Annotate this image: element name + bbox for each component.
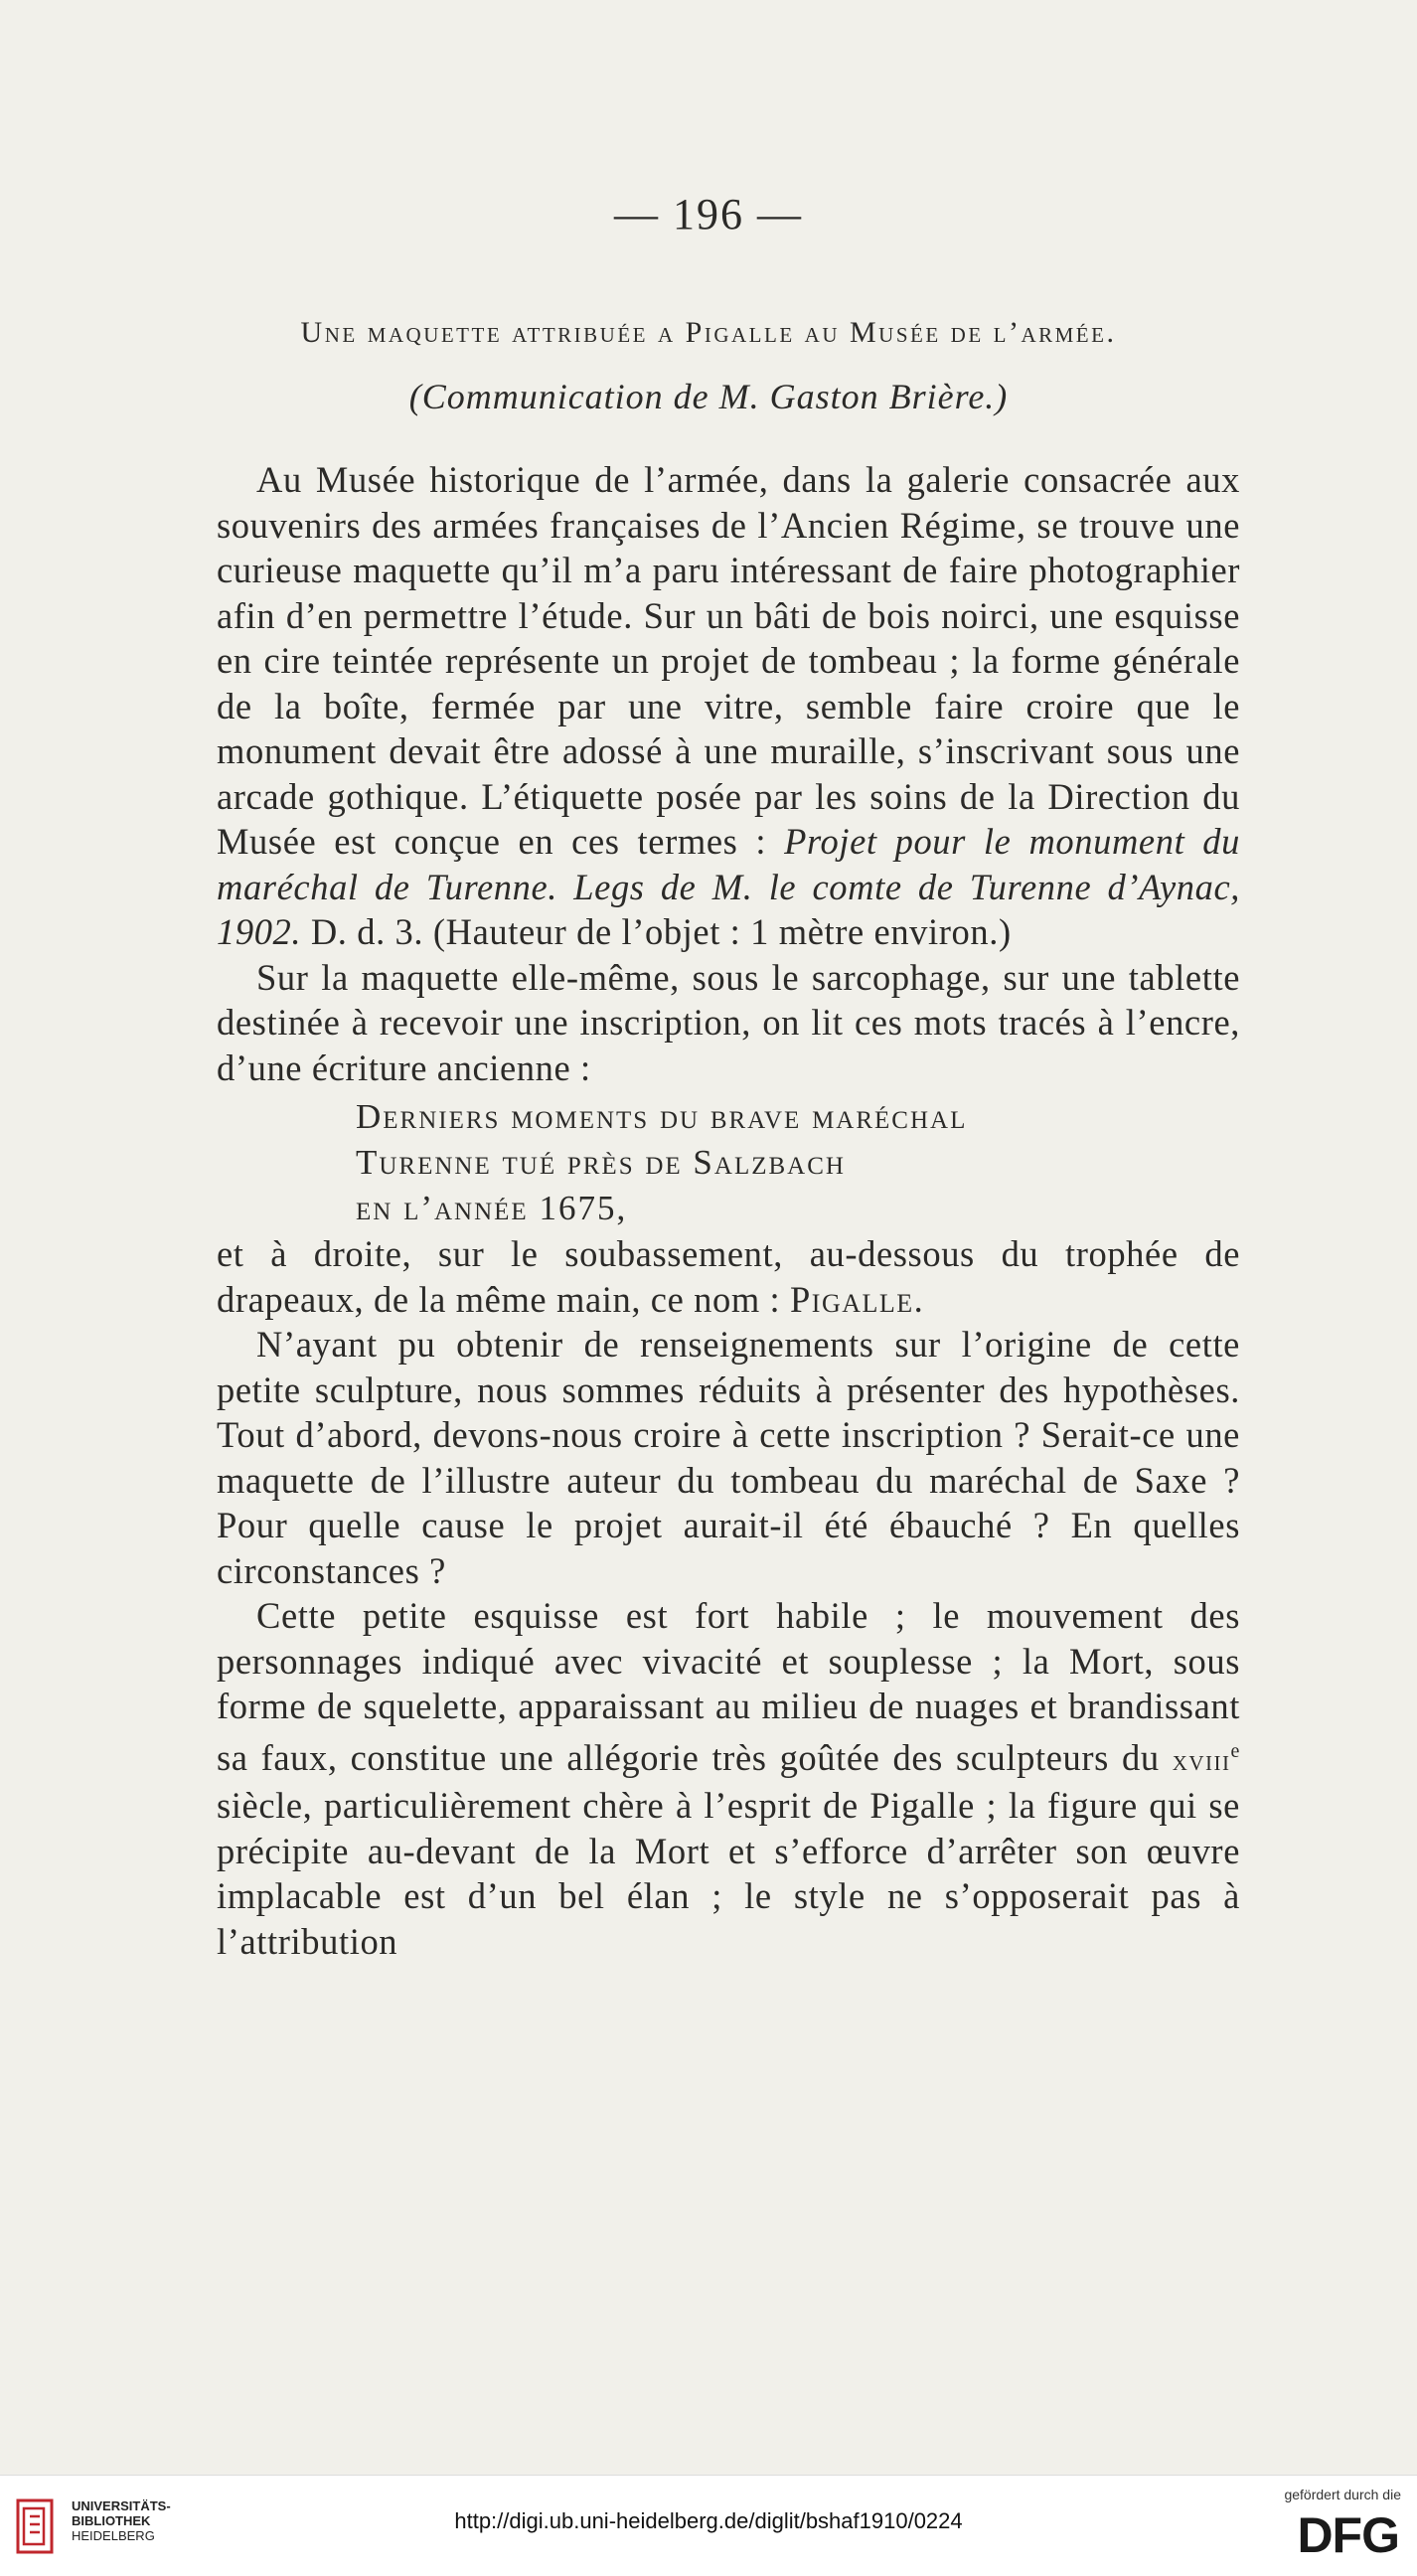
inscription-line: en l’année 1675,	[356, 1189, 628, 1227]
paragraph-2: Sur la maquette elle-même, sous le sarcophage, sur une tablette destinée à recevoir une inscription, on lit ces mots tracés à l’encre, d’une écriture ancienne :	[217, 956, 1240, 1088]
article-title: Une maquette attribuée a Pigalle au Musée de l’armée.	[300, 316, 1117, 349]
inscription-line: Turenne tué près de Salzbach	[356, 1143, 846, 1182]
paragraph-5-end: siècle, particulièrement chère à l’esprit de Pigalle ; la figure qui se précipite au-devant de la Mort et s’efforce d’arrêter son œuvre implacable est d’un bel élan ; le style ne s’opposerait pas à l’attribution	[217, 1785, 1240, 1962]
paragraph-5	[217, 1593, 1240, 1964]
inscription-block	[356, 1094, 1240, 1231]
dfg-logo[interactable]: DFG	[1297, 2507, 1399, 2563]
library-name-line: BIBLIOTHEK	[72, 2513, 151, 2528]
library-name-line: UNIVERSITÄTS-	[72, 2498, 171, 2513]
signature-name: Pigalle.	[790, 1278, 925, 1320]
paragraph-1	[217, 457, 1240, 955]
paragraph-3-text: et à droite, sur le soubassement, au-dessous du trophée de drapeaux, de la même main, ce nom :	[217, 1233, 1240, 1320]
page-number: — 196 —	[614, 190, 803, 239]
century-numeral: xviii	[1172, 1743, 1231, 1777]
library-name-line: HEIDELBERG	[72, 2528, 155, 2543]
article-body	[217, 457, 1240, 1964]
paragraph-3	[217, 1231, 1240, 1322]
sponsor-label: gefördert durch die	[1284, 2487, 1401, 2502]
label-quote: Projet pour le monument du maréchal de Turenne. Legs de M. le comte de Turenne d’Aynac, 1902.	[217, 821, 1240, 952]
paragraph-5-text: Cette petite esquisse est fort habile ; le mouvement des personnages indiqué avec vivacité et souplesse ; la Mort, sous forme de squelette, apparaissant au milieu de nuages et brandissant sa faux, constitue une allégorie très goûtée des sculpteurs du	[217, 1595, 1240, 1778]
paragraph-1-end: D. d. 3. (Hauteur de l’objet : 1 mètre environ.)	[301, 911, 1012, 952]
paragraph-1-text: Au Musée historique de l’armée, dans la galerie consacrée aux souvenirs des armées françaises de l’Ancien Régime, se trouve une curieuse maquette qu’il m’a paru intéressant de faire photographier afin d’en permettre l’étude. Sur un bâti de bois noirci, une esquisse en cire teintée représente un projet de tombeau ; la forme générale de la boîte, fermée par une vitre, semble faire croire que le monument devait être adossé à une muraille, s’inscrivant sous une arcade gothique. L’étiquette posée par les soins de la Direction du Musée est conçue en ces termes :	[217, 459, 1240, 862]
century-superscript: e	[1230, 1739, 1240, 1762]
inscription-line: Derniers moments du brave maréchal	[356, 1097, 968, 1136]
article-subtitle: (Communication de M. Gaston Brière.)	[408, 377, 1009, 416]
paragraph-4: N’ayant pu obtenir de renseignements sur l’origine de cette petite sculpture, nous sommes réduits à présenter des hypothèses. Tout d’abord, devons-nous croire à cette inscription ? Serait-ce une maquette de l’illustre auteur du tombeau du maréchal de Saxe ? Pour quelle cause le projet aurait-il été ébauché ? En quelles circonstances ?	[217, 1324, 1240, 1591]
permalink-url[interactable]: http://digi.ub.uni-heidelberg.de/diglit/bshaf1910/0224	[454, 2508, 963, 2533]
